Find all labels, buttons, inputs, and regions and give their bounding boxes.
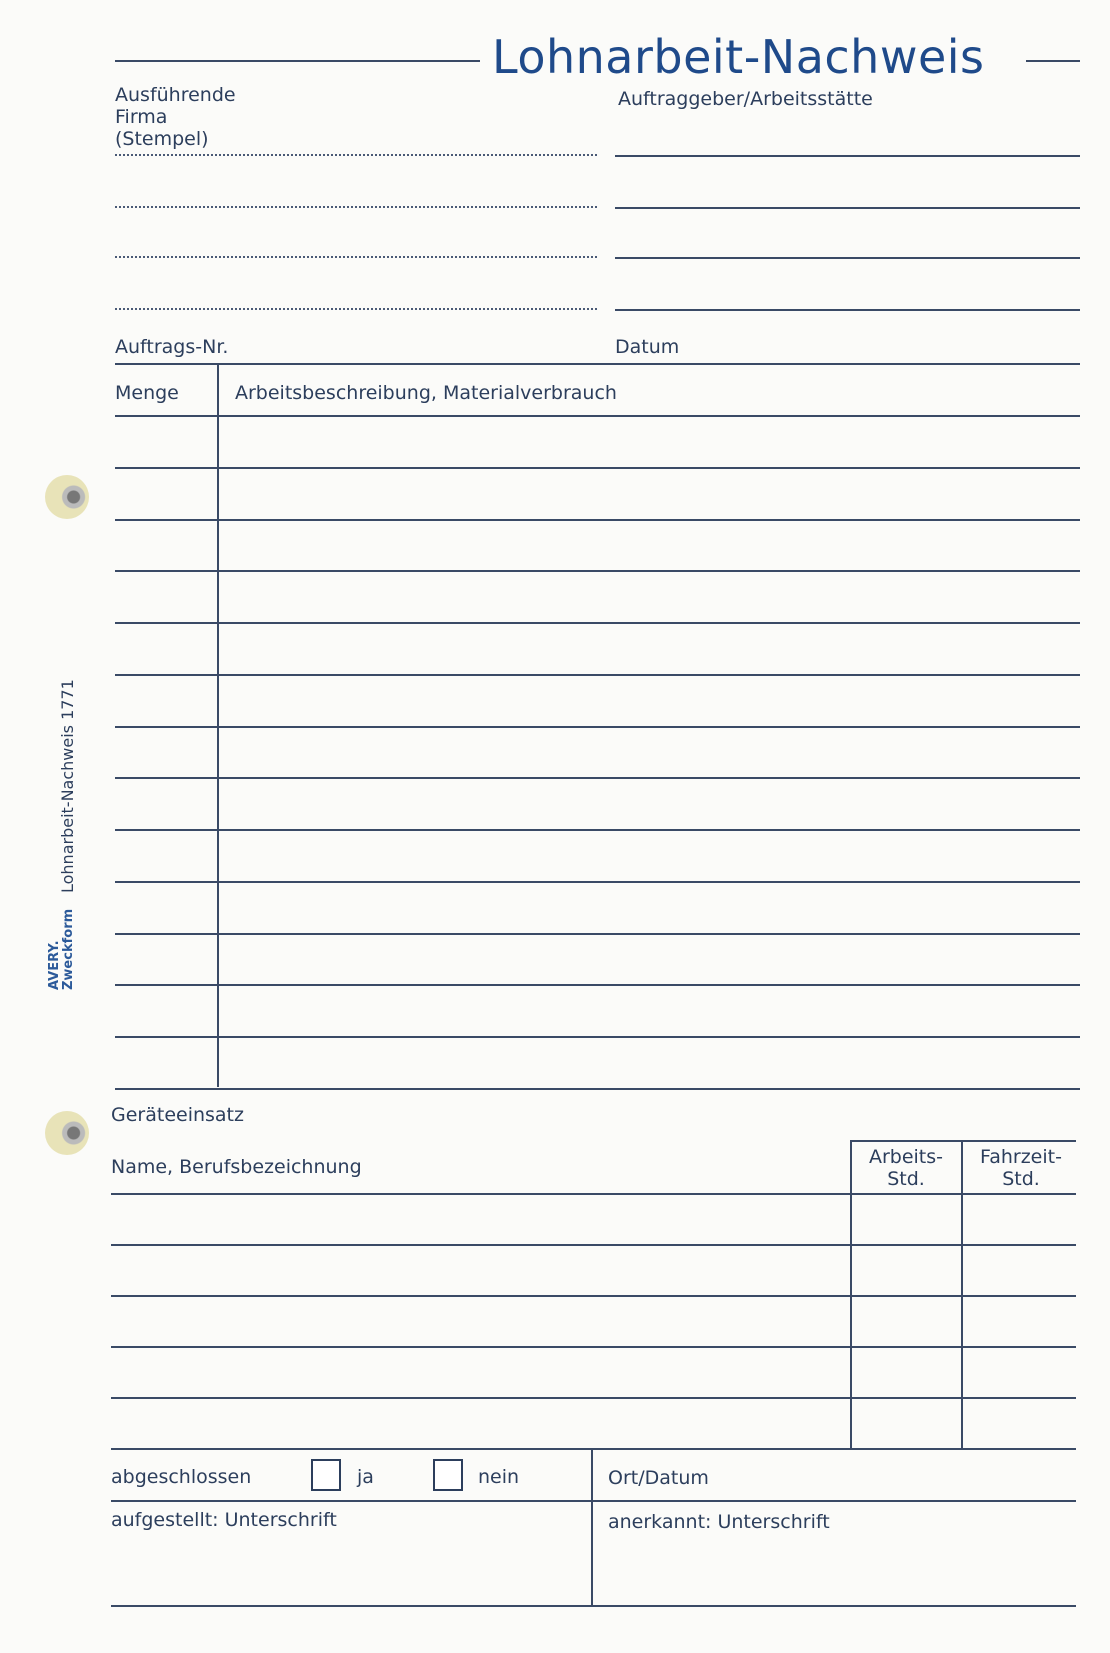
contractor-label-line-3: (Stempel) (115, 128, 209, 150)
equipment-row-line[interactable] (111, 1295, 1076, 1297)
work-hours-header-line-1: Arbeits- (868, 1146, 944, 1168)
brand-line-2: Zweckform (61, 908, 76, 990)
client-line-3[interactable] (615, 257, 1080, 259)
title-rule-right (1026, 60, 1080, 62)
quantity-column-header: Menge (115, 382, 179, 404)
date-label: Datum (615, 336, 680, 358)
travel-hours-header-line-1: Fahrzeit- (980, 1146, 1062, 1168)
work-row-line[interactable] (115, 622, 1080, 624)
client-line-2[interactable] (615, 207, 1080, 209)
work-row-line[interactable] (115, 777, 1080, 779)
name-column-header: Name, Berufsbezeichnung (111, 1156, 362, 1178)
work-hours-header-line-2: Std. (887, 1168, 925, 1190)
contractor-line-3[interactable] (115, 256, 597, 258)
footer-bottom-rule (111, 1605, 1076, 1607)
work-row-line[interactable] (115, 467, 1080, 469)
client-line-1[interactable] (615, 155, 1080, 157)
work-row-line[interactable] (115, 415, 1080, 417)
work-row-line[interactable] (115, 519, 1080, 521)
no-label: nein (478, 1466, 520, 1488)
contractor-line-2[interactable] (115, 206, 597, 208)
yes-checkbox[interactable] (311, 1459, 341, 1491)
no-checkbox[interactable] (433, 1459, 463, 1491)
work-row-line[interactable] (115, 933, 1080, 935)
equipment-header-rule (111, 1193, 1076, 1195)
work-row-line[interactable] (115, 570, 1080, 572)
contractor-label-line-1: Ausführende (115, 84, 236, 106)
work-row-line[interactable] (115, 726, 1080, 728)
place-date-label: Ort/Datum (608, 1467, 709, 1489)
yes-label: ja (357, 1466, 374, 1488)
work-row-line[interactable] (115, 1036, 1080, 1038)
footer-column-divider (591, 1450, 593, 1606)
equipment-table-bottom (111, 1448, 1076, 1450)
page-title: Lohnarbeit-Nachweis (492, 30, 985, 84)
prepared-signature-label: aufgestellt: Unterschrift (111, 1509, 337, 1531)
completed-label: abgeschlossen (111, 1466, 252, 1488)
travel-hours-column-divider (961, 1140, 963, 1448)
description-column-header: Arbeitsbeschreibung, Materialverbrauch (235, 382, 617, 404)
punch-hole-bottom (45, 1111, 89, 1155)
contractor-line-1[interactable] (115, 154, 597, 156)
work-hours-column-divider (850, 1140, 852, 1448)
equipment-header-top (850, 1140, 1076, 1142)
work-table-bottom (115, 1088, 1080, 1090)
work-row-line[interactable] (115, 829, 1080, 831)
punch-hole-top (45, 475, 89, 519)
work-row-line[interactable] (115, 674, 1080, 676)
accepted-signature-label: anerkannt: Unterschrift (608, 1511, 830, 1533)
work-row-line[interactable] (115, 984, 1080, 986)
contractor-line-4[interactable] (115, 308, 597, 310)
equipment-section-title: Geräteeinsatz (111, 1104, 244, 1126)
equipment-row-line[interactable] (111, 1346, 1076, 1348)
title-rule-left (115, 60, 480, 62)
equipment-row-line[interactable] (111, 1397, 1076, 1399)
work-row-line[interactable] (115, 881, 1080, 883)
travel-hours-header-line-2: Std. (1002, 1168, 1040, 1190)
client-line-4[interactable] (615, 309, 1080, 311)
brand-line-1: AVERY. (47, 940, 62, 990)
order-number-label: Auftrags-Nr. (115, 336, 229, 358)
order-rule (115, 363, 1080, 365)
client-label: Auftraggeber/Arbeitsstätte (618, 88, 873, 110)
contractor-label-line-2: Firma (115, 106, 168, 128)
footer-middle-rule (111, 1500, 1076, 1502)
brand-logo (48, 909, 76, 990)
equipment-row-line[interactable] (111, 1244, 1076, 1246)
side-form-label: Lohnarbeit-Nachweis 1771 (58, 679, 77, 893)
